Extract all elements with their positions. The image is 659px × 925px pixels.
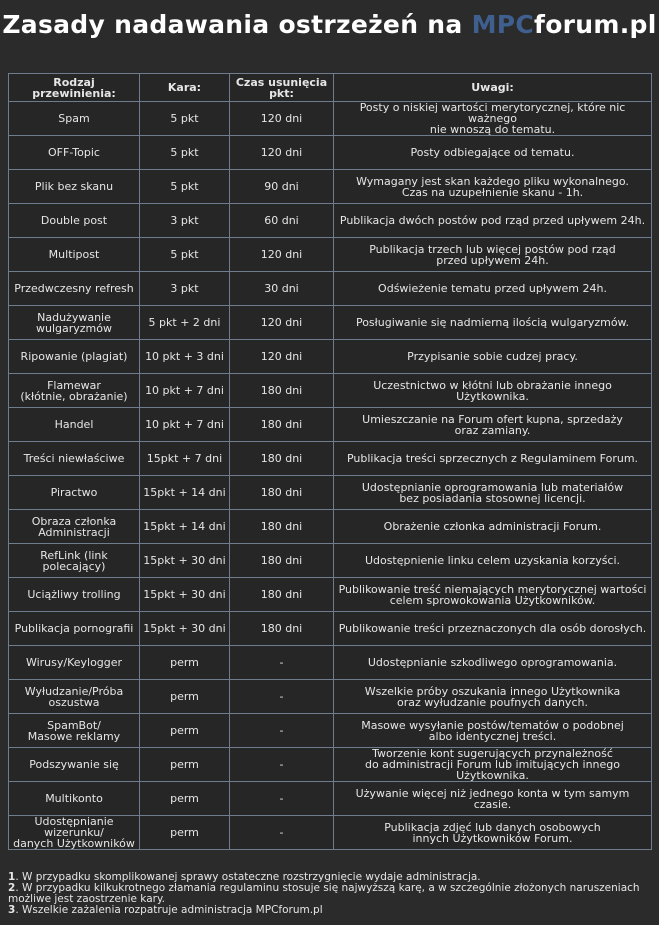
cell-penalty: 15pkt + 14 dni — [140, 510, 230, 544]
table-row — [9, 748, 652, 782]
footnote-number: 3 — [8, 904, 16, 916]
footnote-text: . Wszelkie zażalenia rozpatruje administracja MPCforum.pl — [15, 904, 323, 916]
cell-note: Publikowanie treść niemających merytorycznej wartości celem sprowokowania Użytkowników. — [334, 578, 652, 612]
table-row — [9, 782, 652, 816]
cell-removal-time: 180 dni — [230, 408, 334, 442]
cell-note: Posty odbiegające od tematu. — [334, 136, 652, 170]
cell-removal-time: - — [230, 646, 334, 680]
cell-penalty: 10 pkt + 3 dni — [140, 340, 230, 374]
table-header-row — [9, 74, 652, 102]
table-row — [9, 272, 652, 306]
header-penalty: Kara: — [140, 74, 230, 102]
cell-removal-time: 180 dni — [230, 612, 334, 646]
table-row — [9, 544, 652, 578]
title-prefix: Zasady nadawania ostrzeżeń na — [2, 10, 472, 39]
cell-note: Publikacja treści sprzecznych z Regulaminem Forum. — [334, 442, 652, 476]
table-row — [9, 714, 652, 748]
cell-note: Uczestnictwo w kłótni lub obrażanie innego Użytkownika. — [334, 374, 652, 408]
cell-violation-type: Obraza członka Administracji — [9, 510, 140, 544]
cell-penalty: 5 pkt — [140, 136, 230, 170]
table-row — [9, 204, 652, 238]
cell-violation-type: Udostępnianie wizerunku/ danych Użytkowników — [9, 816, 140, 850]
cell-note: Tworzenie kont sugerujących przynależność do administracji Forum lub imitujących innego Użytkownika. — [334, 748, 652, 782]
header-removal-time: Czas usunięcia pkt: — [230, 74, 334, 102]
cell-violation-type: Spam — [9, 102, 140, 136]
cell-violation-type: RefLink (link polecający) — [9, 544, 140, 578]
cell-note: Udostępnianie oprogramowania lub materiałów bez posiadania stosownej licencji. — [334, 476, 652, 510]
cell-violation-type: Nadużywanie wulgaryzmów — [9, 306, 140, 340]
cell-violation-type: Piractwo — [9, 476, 140, 510]
cell-removal-time: - — [230, 714, 334, 748]
cell-penalty: 3 pkt — [140, 272, 230, 306]
table-row — [9, 374, 652, 408]
cell-penalty: perm — [140, 748, 230, 782]
table-row — [9, 612, 652, 646]
cell-removal-time: 180 dni — [230, 510, 334, 544]
cell-violation-type: Handel — [9, 408, 140, 442]
footnote — [8, 905, 653, 916]
cell-removal-time: 180 dni — [230, 476, 334, 510]
cell-violation-type: Flamewar (kłótnie, obrażanie) — [9, 374, 140, 408]
cell-note: Umieszczanie na Forum ofert kupna, sprzedaży oraz zamiany. — [334, 408, 652, 442]
cell-penalty: perm — [140, 816, 230, 850]
cell-removal-time: 60 dni — [230, 204, 334, 238]
table-row — [9, 102, 652, 136]
cell-penalty: perm — [140, 680, 230, 714]
cell-penalty: 15pkt + 30 dni — [140, 544, 230, 578]
penalty-table — [8, 73, 652, 850]
cell-violation-type: Wyłudzanie/Próba oszustwa — [9, 680, 140, 714]
cell-penalty: 5 pkt + 2 dni — [140, 306, 230, 340]
cell-note: Odświeżenie tematu przed upływem 24h. — [334, 272, 652, 306]
cell-violation-type: Publikacja pornografii — [9, 612, 140, 646]
table-row — [9, 170, 652, 204]
cell-penalty: perm — [140, 714, 230, 748]
cell-removal-time: 120 dni — [230, 306, 334, 340]
cell-removal-time: 30 dni — [230, 272, 334, 306]
cell-note: Publikacja trzech lub więcej postów pod rząd przed upływem 24h. — [334, 238, 652, 272]
page-title — [0, 10, 659, 39]
table-row — [9, 510, 652, 544]
table-row — [9, 816, 652, 850]
cell-note: Publikacja zdjęć lub danych osobowych innych Użytkowników Forum. — [334, 816, 652, 850]
cell-violation-type: Uciążliwy trolling — [9, 578, 140, 612]
cell-removal-time: 180 dni — [230, 442, 334, 476]
footnote-text: . W przypadku skomplikowanej sprawy ostateczne rozstrzygnięcie wydaje administracja. — [15, 871, 481, 883]
table-row — [9, 340, 652, 374]
cell-violation-type: Ripowanie (plagiat) — [9, 340, 140, 374]
cell-penalty: perm — [140, 646, 230, 680]
table-row — [9, 578, 652, 612]
footnote-number: 1 — [8, 871, 16, 883]
cell-removal-time: 90 dni — [230, 170, 334, 204]
cell-note: Publikowanie treści przeznaczonych dla osób dorosłych. — [334, 612, 652, 646]
cell-penalty: 5 pkt — [140, 102, 230, 136]
cell-removal-time: - — [230, 748, 334, 782]
cell-penalty: 15pkt + 30 dni — [140, 612, 230, 646]
footnote — [8, 883, 653, 905]
cell-penalty: 5 pkt — [140, 170, 230, 204]
cell-violation-type: Przedwczesny refresh — [9, 272, 140, 306]
cell-removal-time: 180 dni — [230, 544, 334, 578]
cell-removal-time: 180 dni — [230, 578, 334, 612]
cell-note: Wszelkie próby oszukania innego Użytkownika oraz wyłudzanie poufnych danych. — [334, 680, 652, 714]
footnotes — [8, 872, 653, 916]
cell-note: Przypisanie sobie cudzej pracy. — [334, 340, 652, 374]
footnote-text: . W przypadku kilkukrotnego złamania regulaminu stosuje się najwyższą karę, a w szczególnie złożonych naruszeniach możliwe jest zaostrzenie kary. — [8, 882, 640, 905]
cell-note: Masowe wysyłanie postów/tematów o podobnej albo identycznej treści. — [334, 714, 652, 748]
cell-violation-type: Multikonto — [9, 782, 140, 816]
table-row — [9, 136, 652, 170]
table-row — [9, 306, 652, 340]
cell-penalty: 10 pkt + 7 dni — [140, 408, 230, 442]
cell-violation-type: Multipost — [9, 238, 140, 272]
cell-violation-type: OFF-Topic — [9, 136, 140, 170]
cell-violation-type: Podszywanie się — [9, 748, 140, 782]
cell-removal-time: 120 dni — [230, 102, 334, 136]
title-brand: MPC — [471, 10, 535, 39]
cell-removal-time: - — [230, 680, 334, 714]
cell-note: Udostępnienie linku celem uzyskania korzyści. — [334, 544, 652, 578]
cell-violation-type: Wirusy/Keylogger — [9, 646, 140, 680]
header-notes: Uwagi: — [334, 74, 652, 102]
cell-note: Publikacja dwóch postów pod rząd przed upływem 24h. — [334, 204, 652, 238]
cell-penalty: 15pkt + 14 dni — [140, 476, 230, 510]
cell-penalty: 15pkt + 7 dni — [140, 442, 230, 476]
cell-removal-time: 120 dni — [230, 238, 334, 272]
cell-note: Wymagany jest skan każdego pliku wykonalnego. Czas na uzupełnienie skanu - 1h. — [334, 170, 652, 204]
cell-penalty: perm — [140, 782, 230, 816]
cell-note: Obrażenie członka administracji Forum. — [334, 510, 652, 544]
cell-penalty: 15pkt + 30 dni — [140, 578, 230, 612]
table-row — [9, 442, 652, 476]
cell-removal-time: 120 dni — [230, 340, 334, 374]
cell-removal-time: 120 dni — [230, 136, 334, 170]
cell-violation-type: Treści niewłaściwe — [9, 442, 140, 476]
table-row — [9, 408, 652, 442]
cell-note: Udostępnianie szkodliwego oprogramowania. — [334, 646, 652, 680]
table-row — [9, 238, 652, 272]
cell-penalty: 10 pkt + 7 dni — [140, 374, 230, 408]
cell-removal-time: - — [230, 782, 334, 816]
table-row — [9, 680, 652, 714]
cell-note: Posługiwanie się nadmierną ilością wulgaryzmów. — [334, 306, 652, 340]
title-suffix: forum.pl — [534, 10, 657, 39]
cell-note: Posty o niskiej wartości merytorycznej, które nic ważnego nie wnoszą do tematu. — [334, 102, 652, 136]
table-row — [9, 476, 652, 510]
cell-penalty: 5 pkt — [140, 238, 230, 272]
footnote-number: 2 — [8, 882, 16, 894]
cell-removal-time: - — [230, 816, 334, 850]
header-violation-type: Rodzaj przewinienia: — [9, 74, 140, 102]
cell-penalty: 3 pkt — [140, 204, 230, 238]
cell-violation-type: SpamBot/ Masowe reklamy — [9, 714, 140, 748]
cell-violation-type: Double post — [9, 204, 140, 238]
table-body — [9, 102, 652, 850]
cell-violation-type: Plik bez skanu — [9, 170, 140, 204]
cell-removal-time: 180 dni — [230, 374, 334, 408]
table-row — [9, 646, 652, 680]
cell-note: Używanie więcej niż jednego konta w tym samym czasie. — [334, 782, 652, 816]
